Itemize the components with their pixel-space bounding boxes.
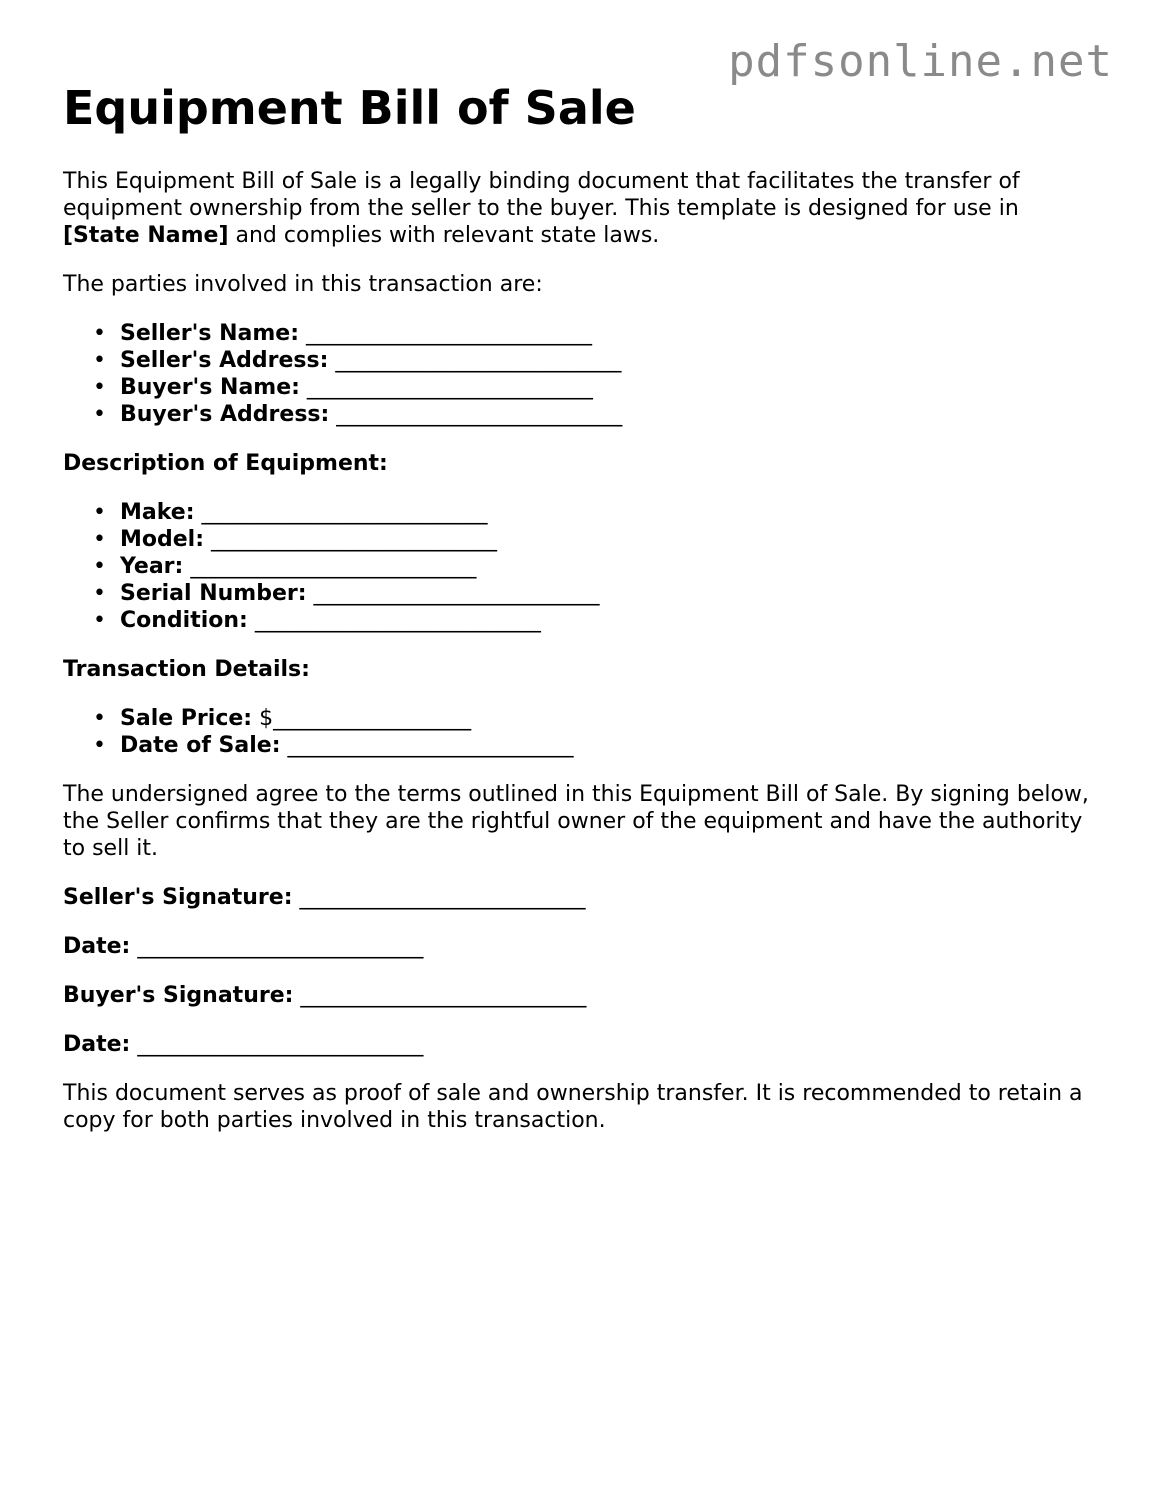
sale-price-field[interactable]: $__________________ [252,706,472,731]
seller-address-label: Seller's Address: [120,348,329,373]
serial-number-label: Serial Number: [120,581,307,606]
intro-text-before: This Equipment Bill of Sale is a legally binding document that facilitates the transfer of equipment ownership from the seller to the buyer. This template is designed for use in [63,169,1020,221]
seller-signature-field[interactable]: __________________________ [292,885,586,910]
buyer-date-line [63,1031,1093,1058]
make-field[interactable]: __________________________ [194,500,488,525]
intro-text-after: and complies with relevant state laws. [228,223,660,248]
buyer-signature-label: Buyer's Signature: [63,983,294,1008]
document-body [63,78,1093,1156]
seller-signature-label: Seller's Signature: [63,885,293,910]
list-item [120,499,1093,526]
list-item [120,401,1093,428]
parties-list [63,320,1093,428]
equipment-heading: Description of Equipment: [63,451,388,476]
condition-field[interactable]: __________________________ [247,608,541,633]
buyer-name-label: Buyer's Name: [120,375,300,400]
list-item [120,705,1093,732]
model-field[interactable]: __________________________ [204,527,498,552]
buyer-name-field[interactable]: __________________________ [299,375,593,400]
state-name-placeholder: [State Name] [63,223,229,248]
year-field[interactable]: __________________________ [183,554,477,579]
parties-intro: The parties involved in this transaction are: [63,272,543,297]
sale-price-label: Sale Price: [120,706,253,731]
date-of-sale-field[interactable]: __________________________ [280,733,574,758]
closing-paragraph: This document serves as proof of sale and ownership transfer. It is recommended to retain a copy for both parties involved in this transaction. [63,1081,1083,1133]
date-of-sale-label: Date of Sale: [120,733,281,758]
list-item [120,607,1093,634]
seller-name-label: Seller's Name: [120,321,300,346]
list-item [120,553,1093,580]
equipment-list [63,499,1093,634]
buyer-address-field[interactable]: __________________________ [329,402,623,427]
buyer-date-label: Date: [63,1032,131,1057]
seller-date-label: Date: [63,934,131,959]
watermark: pdfsonline.net [728,36,1113,87]
intro-paragraph [63,168,1093,249]
seller-name-field[interactable]: __________________________ [299,321,593,346]
serial-number-field[interactable]: __________________________ [306,581,600,606]
transaction-list [63,705,1093,759]
buyer-signature-field[interactable]: __________________________ [293,983,587,1008]
buyer-signature-line [63,982,1093,1009]
agreement-paragraph: The undersigned agree to the terms outlined in this Equipment Bill of Sale. By signing below, the Seller confirms that they are the rightful owner of the equipment and have the authority to sell it. [63,782,1089,861]
make-label: Make: [120,500,195,525]
year-label: Year: [120,554,184,579]
list-item [120,580,1093,607]
list-item [120,374,1093,401]
seller-address-field[interactable]: __________________________ [328,348,622,373]
list-item [120,526,1093,553]
transaction-heading: Transaction Details: [63,657,310,682]
seller-signature-line [63,884,1093,911]
list-item [120,320,1093,347]
buyer-date-field[interactable]: __________________________ [130,1032,424,1057]
seller-date-field[interactable]: __________________________ [130,934,424,959]
model-label: Model: [120,527,205,552]
list-item [120,347,1093,374]
condition-label: Condition: [120,608,248,633]
buyer-address-label: Buyer's Address: [120,402,330,427]
seller-date-line [63,933,1093,960]
list-item [120,732,1093,759]
page-title: Equipment Bill of Sale [63,81,636,135]
